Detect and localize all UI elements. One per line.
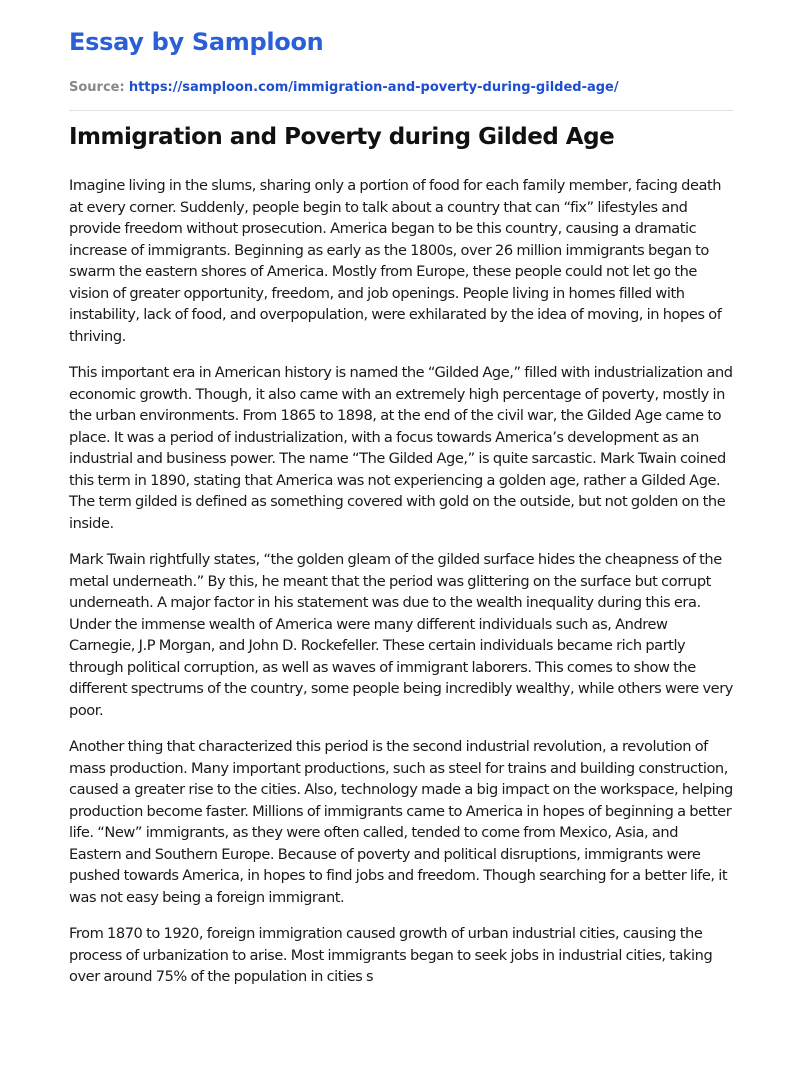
header-divider (69, 110, 733, 111)
paragraph-4: Another thing that characterized this period is the second industrial revolution, a revolution of mass production. Many important productions, such as steel for trains and building construction, caused a greater rise to the cities. Also, technology made a big impact on the workspace, helping production become faster. Millions of immigrants came to America in hopes of beginning a better life. “New” immigrants, as they were often called, tended to come from Mexico, Asia, and Eastern and Southern Europe. Because of poverty and political disruptions, immigrants were pushed towards America, in hopes to find jobs and freedom. Though searching for a better life, it was not easy being a foreign immigrant. (69, 738, 733, 906)
paragraph-2: This important era in American history is named the “Gilded Age,” filled with industrialization and economic growth. Though, it also came with an extremely high percentage of poverty, mostly in the urban environments. From 1865 to 1898, at the end of the civil war, the Gilded Age came to place. It was a period of industrialization, with a focus towards America’s development as an industrial and business power. The name “The Gilded Age,” is quite sarcastic. Mark Twain coined this term in 1890, stating that America was not experiencing a golden age, rather a Gilded Age. The term gilded is defined as something covered with gold on the outside, but not golden on the inside. (69, 364, 733, 532)
paragraph-3: Mark Twain rightfully states, “the golden gleam of the gilded surface hides the cheapness of the metal underneath.” By this, he meant that the period was glittering on the surface but corrupt underneath. A major factor in his statement was due to the wealth inequality during this era. Under the immense wealth of America were many different individuals such as, Andrew Carnegie, J.P Morgan, and John D. Rockefeller. These certain individuals became rich partly through political corruption, as well as waves of immigrant laborers. This comes to show the different spectrums of the country, some people being incredibly wealthy, while others were very poor. (69, 551, 733, 719)
paragraph-1: Imagine living in the slums, sharing only a portion of food for each family member, facing death at every corner. Suddenly, people begin to talk about a country that can “fix” lifestyles and provide freedom without prosecution. America began to be this country, causing a dramatic increase of immigrants. Beginning as early as the 1800s, over 26 million immigrants began to swarm the eastern shores of America. Mostly from Europe, these people could not let go the vision of greater opportunity, freedom, and job openings. People living in homes filled with instability, lack of food, and overpopulation, were exhilarated by the idea of moving, in hopes of thriving. (69, 177, 722, 345)
source-label: Source: (69, 80, 125, 95)
source-line (69, 80, 619, 95)
source-link[interactable]: https://samploon.com/immigration-and-poverty-during-gilded-age/ (128, 80, 619, 95)
essay-title: Immigration and Poverty during Gilded Age (69, 124, 615, 150)
site-brand[interactable]: Essay by Samploon (69, 28, 324, 56)
paragraph-5: From 1870 to 1920, foreign immigration caused growth of urban industrial cities, causing the process of urbanization to arise. Most immigrants began to seek jobs in industrial cities, taking over around 75% of the population in cities s (69, 925, 713, 985)
essay-body (69, 175, 733, 1003)
